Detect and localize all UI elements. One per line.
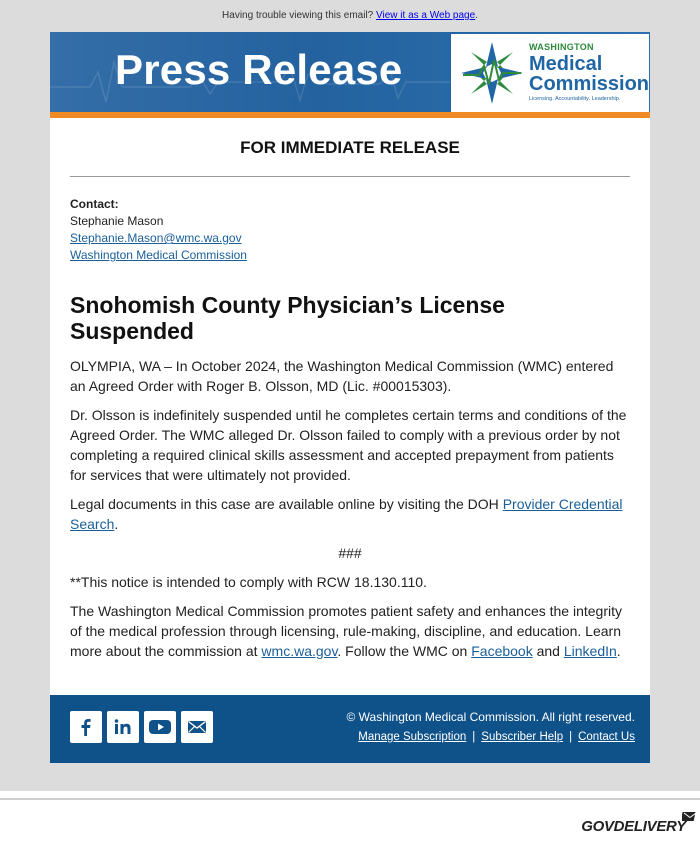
- wmc-website-link[interactable]: wmc.wa.gov: [261, 643, 338, 659]
- end-marks: ###: [338, 545, 362, 561]
- web-view-suffix: .: [475, 10, 478, 21]
- logo-medical-text: Medical: [529, 53, 603, 75]
- press-release-title: Press Release: [115, 46, 403, 93]
- divider: [70, 176, 630, 177]
- contact-email-link[interactable]: Stephanie.Mason@wmc.wa.gov: [70, 231, 242, 245]
- page-divider: [0, 798, 700, 800]
- youtube-icon: [148, 718, 172, 736]
- contact-label: Contact:: [70, 197, 119, 211]
- footer-separator: |: [472, 731, 476, 743]
- rcw-notice: **This notice is intended to comply with RCW 18.130.110.: [70, 574, 427, 590]
- logo-medical: [529, 54, 649, 94]
- about-follow-text: . Follow the WMC on: [337, 643, 472, 659]
- contact-name: Stephanie Mason: [70, 214, 164, 228]
- footer-links: [358, 731, 635, 743]
- facebook-link[interactable]: Facebook: [471, 643, 533, 659]
- contact-us-link[interactable]: Contact Us: [578, 731, 635, 743]
- contact-org-link[interactable]: Washington Medical Commission: [70, 248, 247, 262]
- copyright-text: © Washington Medical Commission. All right reserved.: [346, 710, 635, 724]
- about-end-text: .: [616, 643, 621, 659]
- orange-accent-bar: [50, 112, 650, 118]
- web-view-notice: [0, 10, 700, 21]
- view-web-page-link[interactable]: View it as a Web page: [376, 10, 476, 21]
- article-headline: Snohomish County Physician’s License Suspended: [70, 292, 505, 344]
- logo-commission-text: Commission: [529, 73, 650, 95]
- linkedin-icon: [114, 719, 132, 735]
- article-body: [70, 356, 630, 670]
- manage-subscription-link[interactable]: Manage Subscription: [358, 731, 467, 743]
- provider-credential-search-link[interactable]: Provider Credential Search: [70, 496, 623, 532]
- paragraph-2: Dr. Olsson is indefinitely suspended until he completes certain terms and conditions of the Agreed Order. The WMC alleged Dr. Olsson failed to comply with a previous order by not completing a required clinical skills assessment and accepted prepayment from patients for services that were ultimately not provided.: [70, 407, 627, 483]
- linkedin-button[interactable]: [107, 711, 139, 743]
- paragraph-3-end: .: [114, 516, 119, 532]
- govdelivery-logo[interactable]: GOVDELIVERY: [581, 818, 686, 835]
- web-view-prefix: Having trouble viewing this email?: [222, 10, 374, 21]
- subscriber-help-link[interactable]: Subscriber Help: [481, 731, 564, 743]
- facebook-button[interactable]: [70, 711, 102, 743]
- wmc-logo: [451, 34, 649, 112]
- about-and-text: and: [532, 643, 564, 659]
- email-button[interactable]: [181, 711, 213, 743]
- facebook-icon: [78, 718, 94, 736]
- envelope-icon: [187, 720, 207, 734]
- logo-tagline: Licensing. Accountability. Leadership.: [529, 96, 621, 102]
- paragraph-3: [70, 494, 630, 534]
- social-links: [70, 711, 213, 743]
- email-footer: [50, 695, 650, 763]
- press-release-banner: [50, 32, 650, 118]
- linkedin-link[interactable]: LinkedIn: [563, 643, 617, 659]
- contact-block: [70, 196, 247, 264]
- about-paragraph: [70, 601, 630, 661]
- logo-washington: WASHINGTON: [529, 42, 594, 52]
- youtube-button[interactable]: [144, 711, 176, 743]
- immediate-release-heading: FOR IMMEDIATE RELEASE: [240, 138, 460, 157]
- paragraph-3-text: Legal documents in this case are available online by visiting the DOH: [70, 496, 503, 512]
- about-text: The Washington Medical Commission promotes patient safety and enhances the integrity of the medical profession through licensing, rule-making, discipline, and education. Learn more about the commission at: [70, 603, 622, 659]
- paragraph-1: OLYMPIA, WA – In October 2024, the Washington Medical Commission (WMC) entered an Agreed Order with Roger B. Olsson, MD (Lic. #00015303).: [70, 358, 614, 394]
- email-card: [50, 32, 650, 763]
- wmc-star-icon: [457, 38, 527, 108]
- footer-separator: |: [569, 731, 573, 743]
